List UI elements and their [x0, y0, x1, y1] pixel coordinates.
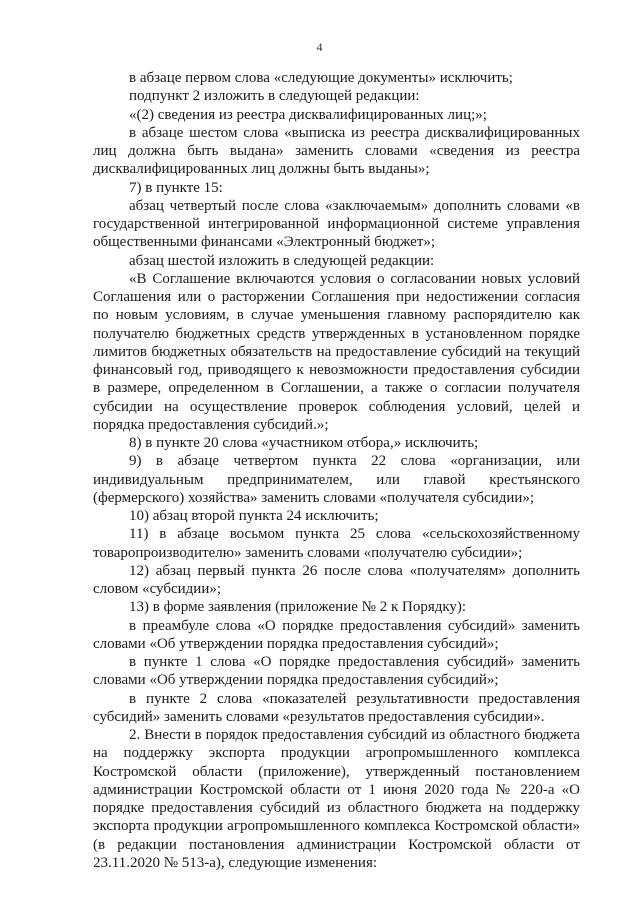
paragraph: 11) в абзаце восьмом пункта 25 слова «сельскохозяйственному товаропроизводителю» заменить словами «получателю субсидии»;	[93, 526, 580, 561]
paragraph: 8) в пункте 20 слова «участником отбора,» исключить;	[129, 435, 479, 451]
paragraph: «(2) сведения из реестра дисквалифицированных лиц;»;	[129, 106, 487, 123]
paragraph: в преамбуле слова «О порядке предоставления субсидий» заменить словами «Об утверждении порядка предоставления субсидий»;	[93, 617, 580, 652]
document-body	[93, 69, 580, 872]
paragraph: в пункте 2 слова «показателей результативности предоставления субсидий» заменить словами «результатов предоставления субсидии».	[93, 690, 580, 725]
paragraph: абзац шестой изложить в следующей редакции:	[129, 252, 435, 269]
paragraph: подпункт 2 изложить в следующей редакции:	[129, 88, 420, 105]
paragraph: 7) в пункте 15:	[129, 179, 223, 196]
paragraph: в абзаце первом слова «следующие документы» исключить;	[129, 70, 513, 86]
paragraph: 9) в абзаце четвертом пункта 22 слова «организации, или индивидуальным предпринимателем, или главой крестьянского (фермерского) хозяйства» заменить словами «получателя субсидии»;	[93, 453, 580, 506]
paragraph: 12) абзац первый пункта 26 после слова «получателям» дополнить словом «субсидии»;	[93, 562, 580, 597]
paragraph: в пункте 1 слова «О порядке предоставления субсидий» заменить словами «Об утверждении порядка предоставления субсидий»;	[93, 654, 580, 689]
paragraph: «В Соглашение включаются условия о согласовании новых условий Соглашения или о расторжении Соглашения при недостижении согласия по новым условиям, в случае уменьшения главному распорядителю как получателю бюджетных средств утвержденных в установленном порядке лимитов бюджетных обязательств на предоставление субсидий на текущий финансовый год, приводящего к невозможности предоставления субсидии в размере, определенном в Соглашении, а также о согласии получателя субсидии на осуществление проверок соблюдения условий, целей и порядка предоставления субсидий.»;	[93, 270, 580, 433]
paragraph: 2. Внести в порядок предоставления субсидий из областного бюджета на поддержку экспорта продукции агропромышленного комплекса Костромской области (приложение), утвержденный постановлением администрации Костромской области от 1 июня 2020 года № 220-а «О порядке предоставления субсидий из областного бюджета на поддержку экспорта продукции агропромышленного комплекса Костромской области» (в редакции постановления администрации Костромской области от 23.11.2020 № 513-а), следующие изменения:	[93, 727, 580, 871]
paragraph: абзац четвертый после слова «заключаемым» дополнить словами «в государственной интегрированной информационной системе управления общественными финансами «Электронный бюджет»;	[93, 197, 580, 251]
page-number: 4	[316, 40, 323, 54]
paragraph: в абзаце шестом слова «выписка из реестра дисквалифицированных лиц должна быть выдана» заменить словами «сведения из реестра дисквалифицированных лиц должны быть выданы»;	[93, 124, 580, 178]
paragraph: 10) абзац второй пункта 24 исключить;	[129, 508, 379, 524]
paragraph: 13) в форме заявления (приложение № 2 к Порядку):	[129, 599, 467, 616]
